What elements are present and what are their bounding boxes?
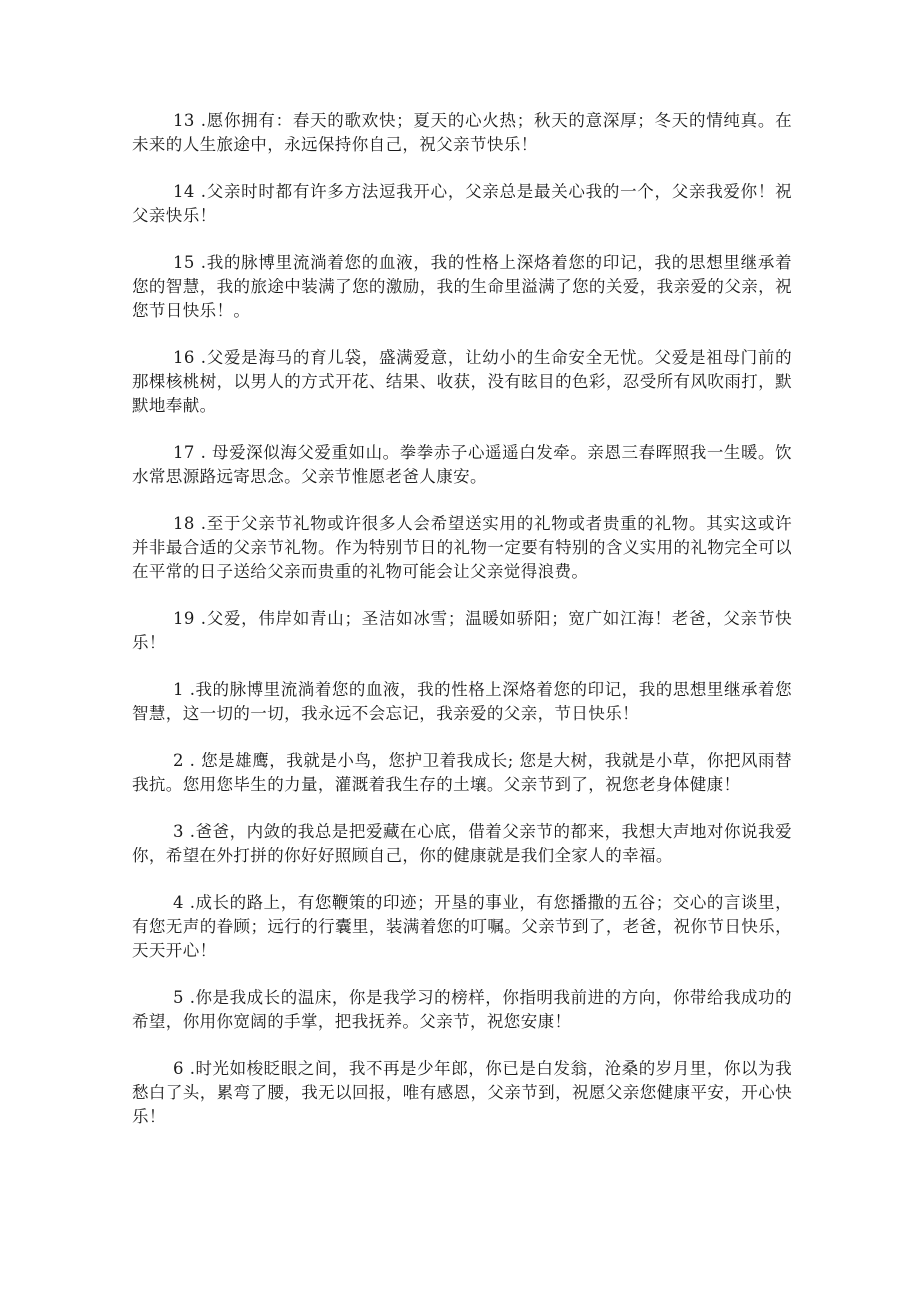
paragraph-17: 17 . 母爱深似海父爱重如山。拳拳赤子心遥遥白发牵。亲恩三春晖照我一生暖。饮水常思源路远寄思念。父亲节惟愿老爸人康安。 — [132, 443, 792, 486]
paragraph-2: 2 . 您是雄鹰，我就是小鸟，您护卫着我成长; 您是大树，我就是小草，你把风雨替我抗。您用您毕生的力量，灌溉着我生存的土壤。父亲节到了，祝您老身体健康！ — [132, 751, 792, 794]
paragraph-16: 16 .父爱是海马的育儿袋，盛满爱意，让幼小的生命安全无忧。父爱是祖母门前的那棵核桃树，以男人的方式开花、结果、收获，没有眩目的色彩，忍受所有风吹雨打，默默地奉献。 — [132, 348, 792, 415]
paragraph-15: 15 .我的脉博里流淌着您的血液，我的性格上深烙着您的印记，我的思想里继承着您的智慧，我的旅途中装满了您的激励，我的生命里溢满了您的关爱，我亲爱的父亲，祝您节日快乐！。 — [132, 253, 792, 320]
paragraph-4: 4 .成长的路上，有您鞭策的印迹；开垦的事业，有您播撒的五谷；交心的言谈里，有您无声的眷顾；远行的行囊里，装满着您的叮嘱。父亲节到了，老爸，祝你节日快乐，天天开心！ — [132, 893, 792, 960]
paragraph-13: 13 .愿你拥有：春天的歌欢快；夏天的心火热；秋天的意深厚；冬天的情纯真。在未来的人生旅途中，永远保持你自己，祝父亲节快乐！ — [132, 111, 792, 154]
paragraph-6: 6 .时光如梭眨眼之间，我不再是少年郎，你已是白发翁，沧桑的岁月里，你以为我愁白了头，累弯了腰，我无以回报，唯有感恩，父亲节到，祝愿父亲您健康平安，开心快乐！ — [132, 1059, 792, 1126]
paragraph-19: 19 .父爱，伟岸如青山；圣洁如冰雪；温暖如骄阳；宽广如江海！老爸，父亲节快乐！ — [132, 609, 792, 652]
paragraph-3: 3 .爸爸，内敛的我总是把爱藏在心底，借着父亲节的都来，我想大声地对你说我爱你，希望在外打拼的你好好照顾自己，你的健康就是我们全家人的幸福。 — [132, 822, 792, 865]
document-body — [132, 109, 792, 1152]
paragraph-14: 14 .父亲时时都有许多方法逗我开心，父亲总是最关心我的一个，父亲我爱你！祝父亲快乐！ — [132, 182, 792, 225]
paragraph-5: 5 .你是我成长的温床，你是我学习的榜样，你指明我前进的方向，你带给我成功的希望，你用你宽阔的手掌，把我抚养。父亲节，祝您安康！ — [132, 988, 792, 1031]
paragraph-18: 18 .至于父亲节礼物或许很多人会希望送实用的礼物或者贵重的礼物。其实这或许并非最合适的父亲节礼物。作为特别节日的礼物一定要有特别的含义实用的礼物完全可以在平常的日子送给父亲而贵重的礼物可能会让父亲觉得浪费。 — [132, 514, 792, 581]
paragraph-1: 1 .我的脉博里流淌着您的血液，我的性格上深烙着您的印记，我的思想里继承着您智慧，这一切的一切，我永远不会忘记，我亲爱的父亲，节日快乐！ — [132, 680, 792, 723]
